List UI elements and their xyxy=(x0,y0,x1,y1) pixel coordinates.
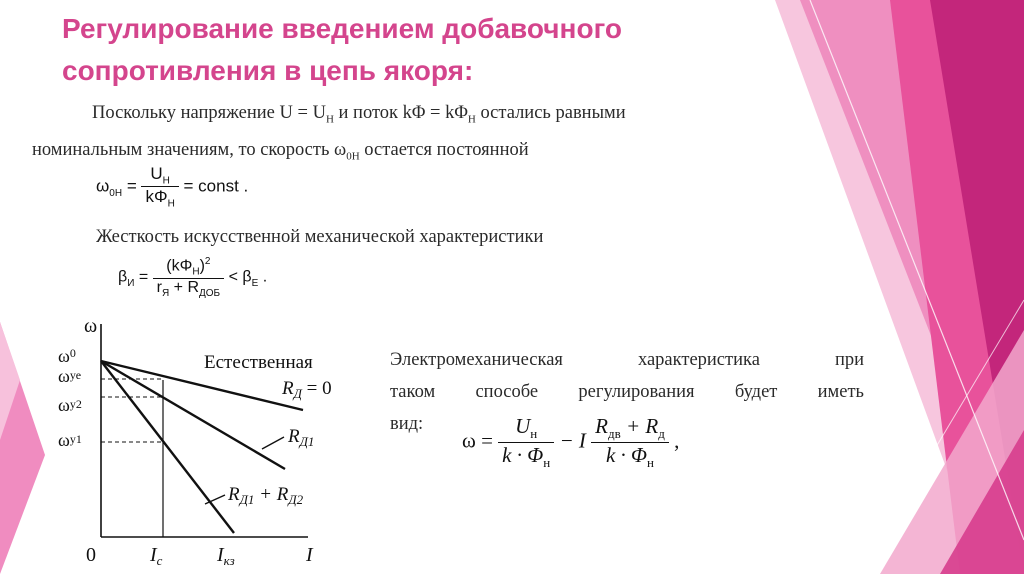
x-axis-label: I xyxy=(306,544,313,566)
stiffness-paragraph: Жесткость искусственной механической характеристики xyxy=(96,227,544,247)
w0-tick: $\omega^0$ xyxy=(58,346,76,366)
rd1-rd2-characteristic-line xyxy=(101,361,234,533)
rd1-label: $R_{Д1}$ xyxy=(288,426,315,449)
speed-fraction: $\frac{U_Н}{k\Phi_Н}$ xyxy=(141,164,178,210)
ic-tick: $I_с$ xyxy=(150,544,163,568)
natural-label: Естественная xyxy=(204,352,313,373)
characteristic-graph xyxy=(52,318,362,574)
intro-paragraph: Поскольку напряжение $U = U_Н$ и поток $k\Phi = k\Phi_Н$ остались равными номинальным значениям, то скорость $\omega_{0Н}$ остается постоянной xyxy=(32,103,626,163)
fraction-voltage: $\frac{U_н}{k \cdot \Phi_н}$ xyxy=(498,414,554,471)
electromech-paragraph: Электромеханическая характеристика при таком способе регулирования будет иметь вид: xyxy=(390,350,864,434)
rd1-characteristic-line xyxy=(101,361,285,469)
formula-electromech: ω = $\frac{U_н}{k \cdot \Phi_н}$ − I $\frac{R_{дв} + R_д}{k \cdot \Phi_н}$ , xyxy=(462,414,680,471)
dashed-guides xyxy=(101,379,162,442)
rd0-label: $R_Д = 0$ xyxy=(282,378,332,401)
wye-tick: ωуе xyxy=(58,366,82,386)
wy2-tick: ωу2 xyxy=(58,395,82,415)
rd1-rd2-label: $R_{Д1} + R_{Д2}$ xyxy=(228,484,304,507)
ikz-tick: $I_{кз}$ xyxy=(217,544,235,568)
fraction-resistance: $\frac{R_{дв} + R_д}{k \cdot \Phi_н}$ xyxy=(591,414,669,471)
y-axis-label: ω xyxy=(84,318,98,337)
wy1-tick: ωу1 xyxy=(58,430,82,450)
slide-title: Регулирование введением добавочного сопротивления в цепь якоря: xyxy=(62,13,622,86)
formula-stiffness: $\beta_И$ = $\frac{(k\Phi_Н)^2}{r_Я + R_{ДОБ}}$ < $\beta_Е$ . xyxy=(118,256,268,299)
formula-speed: $\omega_{0Н}$ = $\frac{U_Н}{k\Phi_Н}$ = const . xyxy=(96,164,249,210)
origin-label: 0 xyxy=(86,544,96,566)
stiffness-fraction: $\frac{(k\Phi_Н)^2}{r_Я + R_{ДОБ}}$ xyxy=(153,256,224,299)
